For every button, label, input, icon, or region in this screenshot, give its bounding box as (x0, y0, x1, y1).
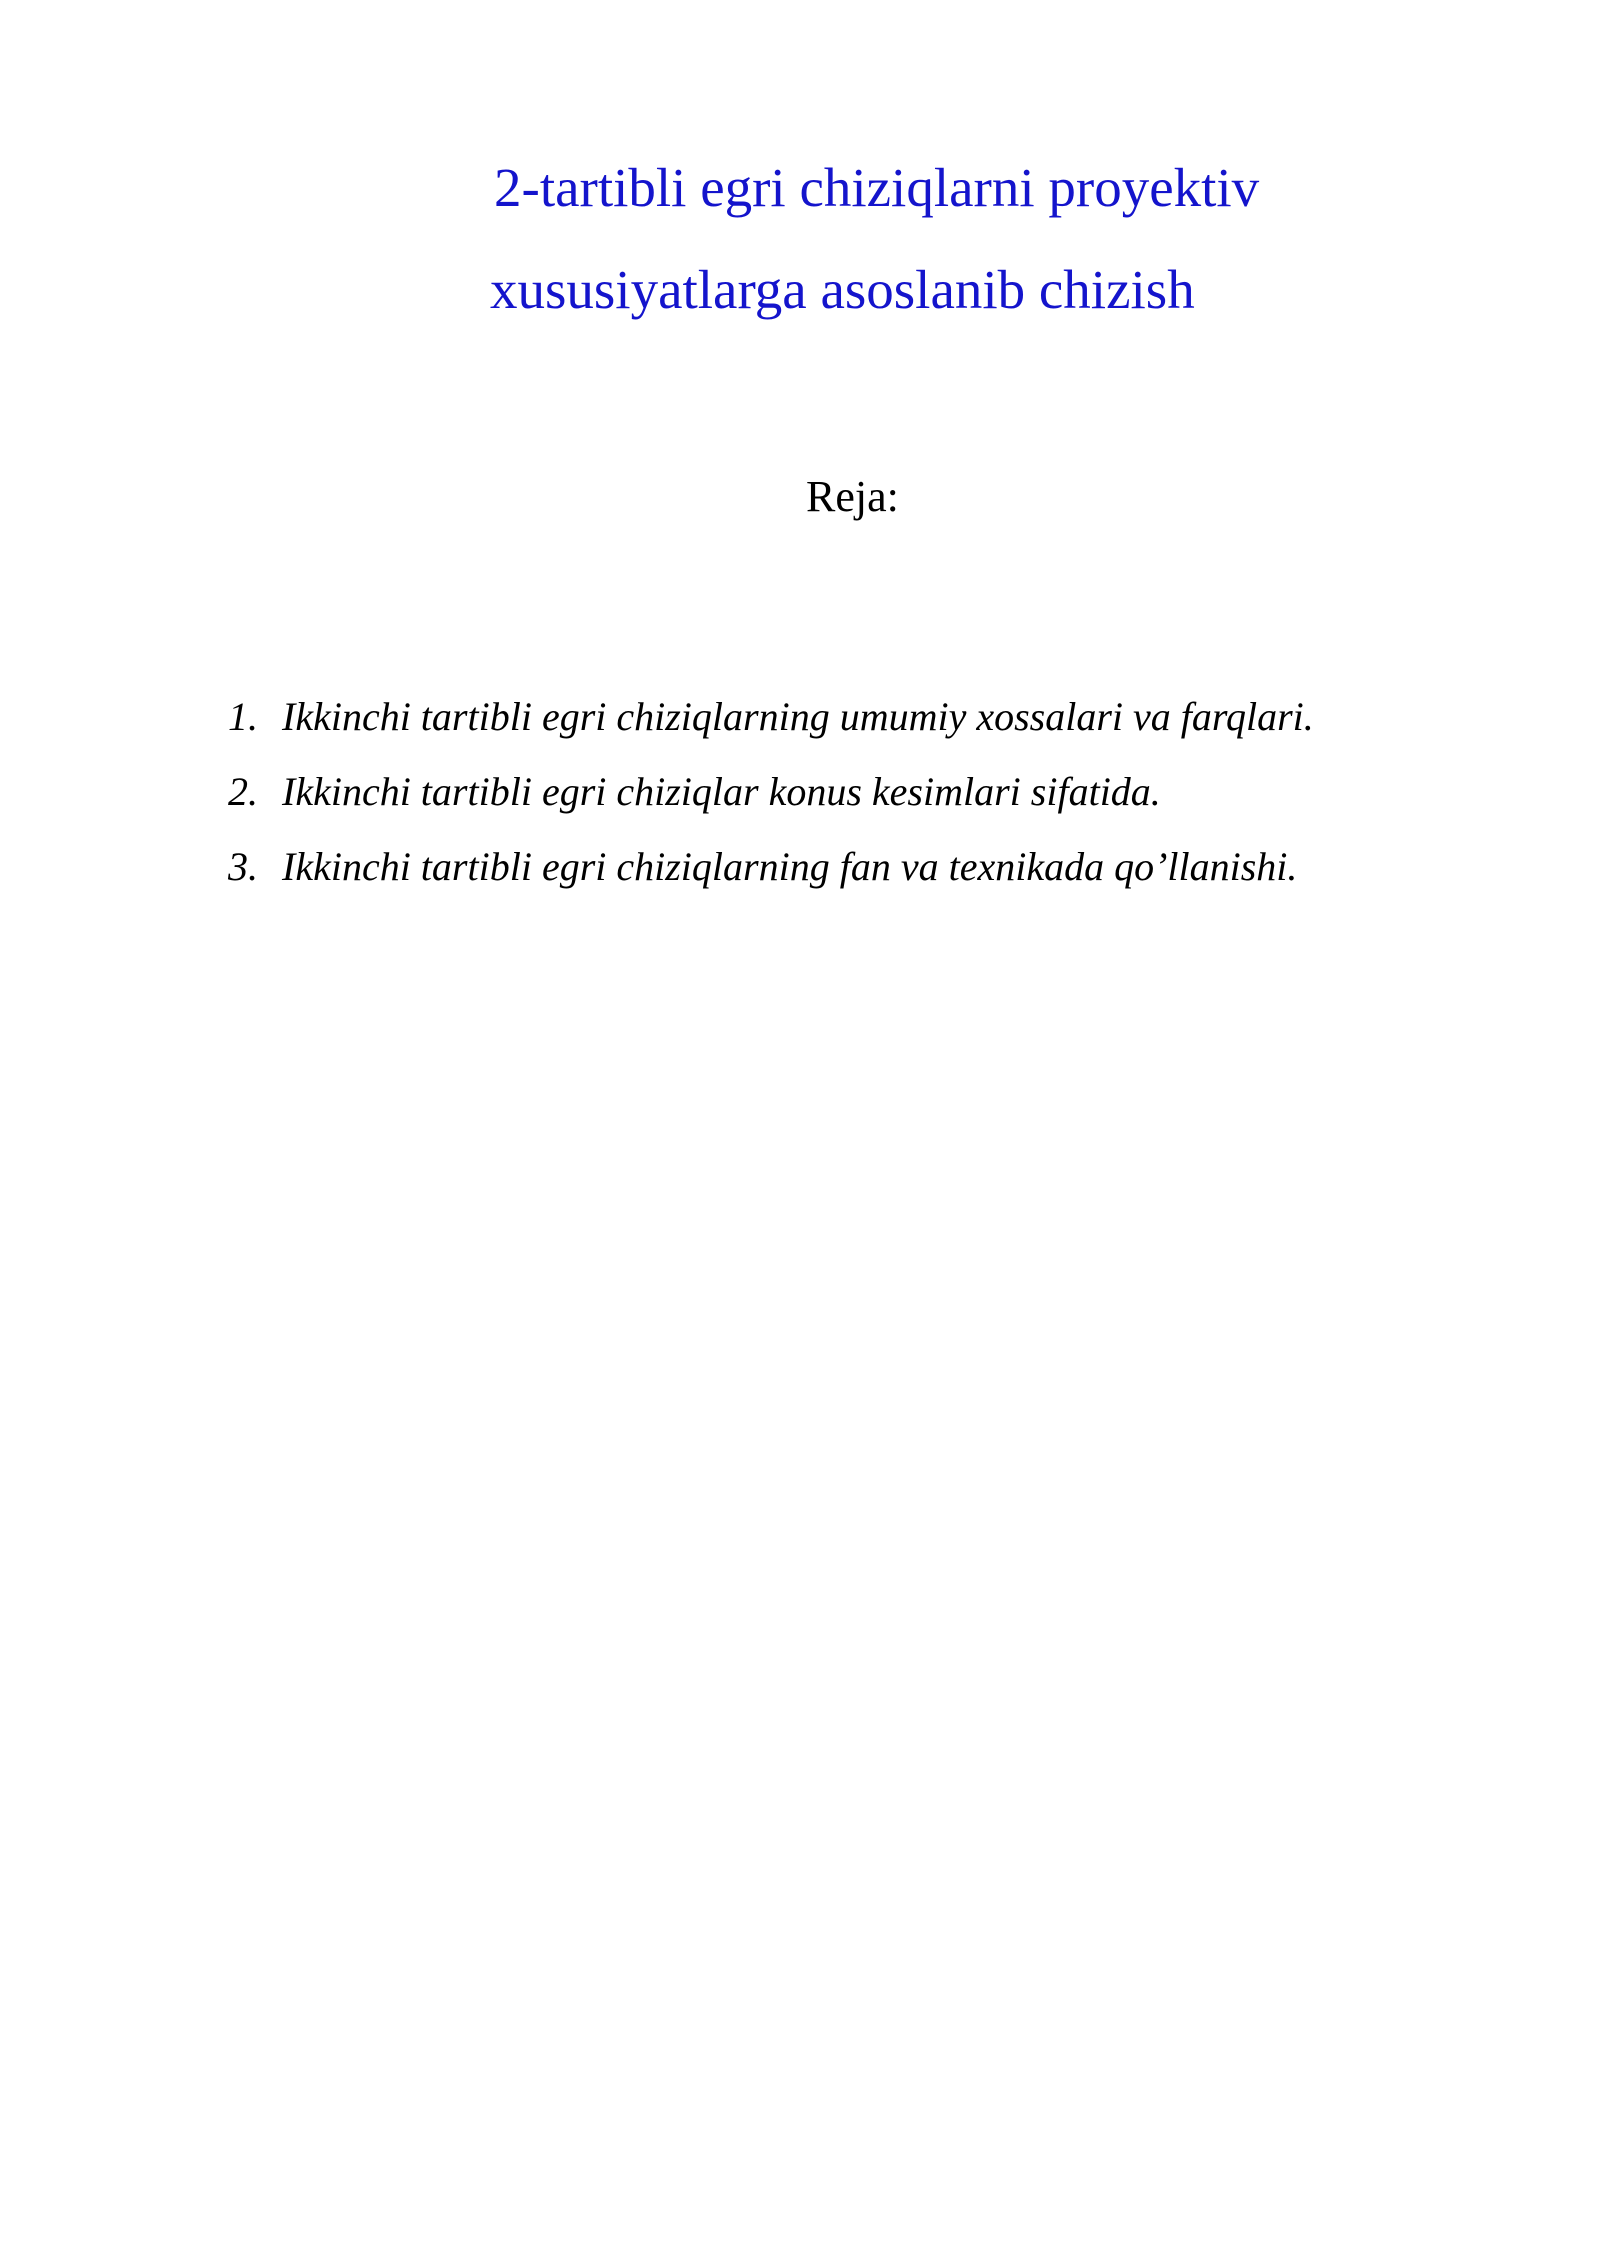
plan-item-number: 3. (228, 844, 258, 889)
plan-item-text: Ikkinchi tartibli egri chiziqlar konus kesimlari sifatida. (282, 769, 1161, 814)
plan-item-text: Ikkinchi tartibli egri chiziqlarning fan va texnikada qo’llanishi. (282, 844, 1298, 889)
plan-item-number: 1. (228, 694, 258, 739)
plan-heading: Reja: (806, 472, 899, 521)
document-title-line-1: 2-tartibli egri chiziqlarni proyektiv (494, 157, 1260, 218)
document-title-line-2: xususiyatlarga asoslanib chizish (490, 259, 1195, 320)
plan-item-text: Ikkinchi tartibli egri chiziqlarning umumiy xossalari va farqlari. (282, 694, 1314, 739)
plan-item-number: 2. (228, 769, 258, 814)
